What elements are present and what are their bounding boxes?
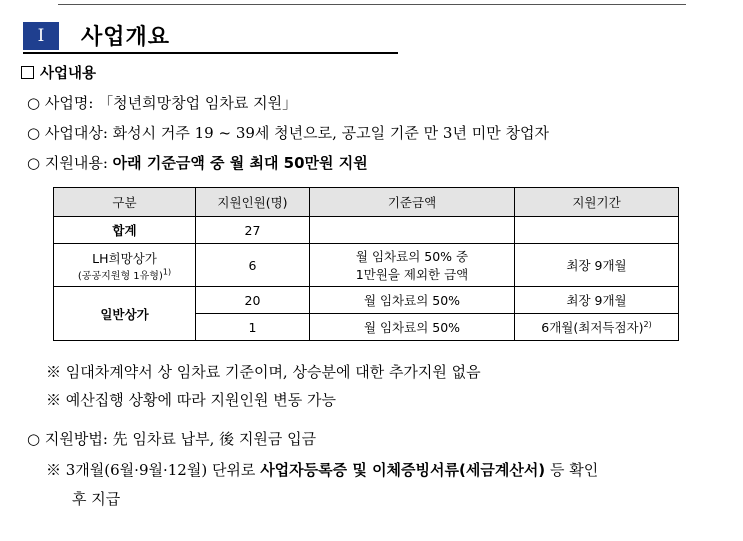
square-bullet-icon [21,66,34,79]
item-text: 先 임차료 납부, 後 지원금 입금 [112,430,317,448]
table-row [54,217,679,244]
cell-count: 20 [196,287,310,314]
cell-amount: 월 임차료의 50% [310,287,515,314]
category-name: LH희망상가 [92,250,157,266]
cell-category: 합계 [54,217,196,244]
header-count: 지원인원(명) [196,188,310,217]
circle-bullet-icon: ○ [27,154,45,172]
cell-amount [310,217,515,244]
item-text: 아래 기준금액 중 월 최대 50만원 지원 [112,154,368,172]
note-payment-process-line2: 후 지급 [72,490,121,508]
cell-period: 최장 9개월 [515,244,679,287]
footnote-marker: 2) [643,319,652,329]
cell-period: 6개월(최저득점자)$^{2)}$ [515,314,679,341]
support-table [53,187,679,341]
cell-period [515,217,679,244]
section-number-badge: Ⅰ [23,22,59,50]
cell-amount [310,244,515,287]
table-header-row [54,188,679,217]
cell-count: 27 [196,217,310,244]
section-header [23,22,398,54]
header-category: 구분 [54,188,196,217]
content-heading [21,62,96,83]
note-rent-basis: ※ 임대차계약서 상 임차료 기준이며, 상승분에 대한 추가지원 없음 [46,363,481,381]
circle-bullet-icon: ○ [27,430,45,448]
required-documents: 사업자등록증 및 이체증빙서류(세금계산서) [260,461,546,479]
content-heading-text: 사업내용 [40,66,97,82]
item-label: 지원방법: [44,430,113,448]
cell-count: 6 [196,244,310,287]
cell-count: 1 [196,314,310,341]
circle-bullet-icon: ○ [27,94,45,112]
footnote-marker: 1) [162,267,172,277]
cell-period: 최장 9개월 [515,287,679,314]
item-business-name [27,92,297,113]
top-rule [58,4,686,5]
category-subtitle: (공공지원형 1유형)$^{1)}$ [77,267,172,282]
item-support-content [27,152,368,173]
header-period: 지원기간 [515,188,679,217]
circle-bullet-icon: ○ [27,124,45,142]
amount-line-1: 월 임차료의 50% 중 [355,249,469,264]
item-text: 「청년희망창업 임차료 지원」 [98,94,298,112]
note-payment-process: ※ 3개월(6월·9월·12월) 단위로 사업자등록증 및 이체증빙서류(세금계산서) 등 확인 [46,461,599,479]
section-title: 사업개요 [81,25,171,50]
item-label: 지원내용: [44,154,113,172]
item-text: 화성시 거주 19 ~ 39세 청년으로, 공고일 기준 만 3년 미만 창업자 [112,124,549,142]
header-amount: 기준금액 [310,188,515,217]
cell-amount: 월 임차료의 50% [310,314,515,341]
table-row [54,287,679,314]
item-label: 사업명: [44,94,99,112]
item-support-method [27,428,316,449]
amount-line-2: 1만원을 제외한 금액 [355,267,469,282]
item-label: 사업대상: [44,124,113,142]
note-headcount-change: ※ 예산집행 상황에 따라 지원인원 변동 가능 [46,391,336,409]
cell-category: 일반상가 [54,287,196,341]
table-row [54,244,679,287]
item-business-target [27,122,549,143]
cell-category [54,244,196,287]
